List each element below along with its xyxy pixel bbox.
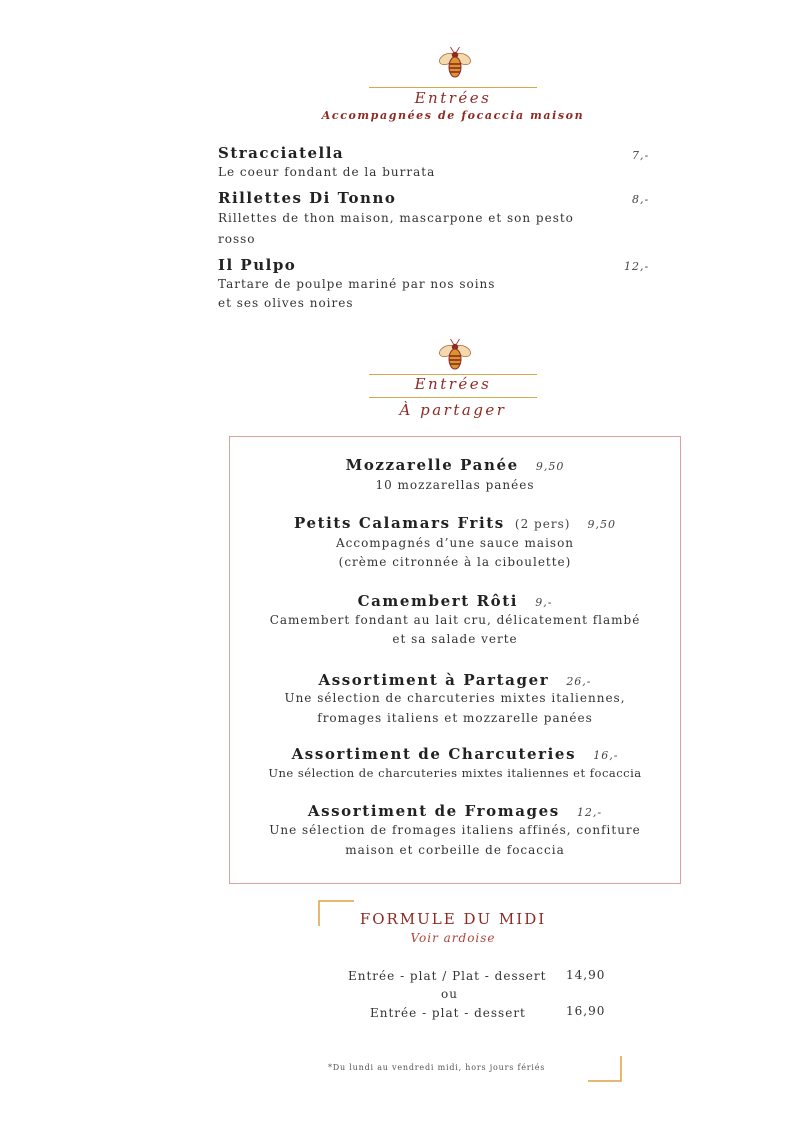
item-desc: (crème citronnée à la ciboulette): [338, 555, 572, 569]
section2-title: Entrées: [414, 375, 492, 393]
item-desc: Rillettes de thon maison, mascarpone et son pesto: [218, 211, 574, 225]
corner-bracket-bottom-right: [588, 1056, 622, 1082]
section2-subtitle: À partager: [399, 401, 507, 419]
item-price: 12,-: [624, 260, 650, 273]
formule-or: ou: [441, 987, 458, 1001]
item-desc: 10 mozzarellas panées: [375, 478, 535, 492]
item-price: 12,-: [576, 806, 603, 819]
footnote: *Du lundi au vendredi midi, hors jours fériés: [328, 1063, 546, 1072]
item-price: 7,-: [632, 149, 650, 162]
formule-line1-price: 14,90: [566, 968, 606, 982]
formule-line2-label: Entrée - plat - dessert: [370, 1006, 526, 1020]
item-desc: et sa salade verte: [392, 632, 518, 646]
item-desc: Tartare de poulpe mariné par nos soins: [218, 277, 496, 291]
item-price: 8,-: [632, 193, 650, 206]
item-price: 9,50: [587, 518, 617, 531]
item-name: Assortiment de Fromages: [307, 802, 560, 820]
item-price: 9,50: [535, 460, 565, 473]
item-desc: Camembert fondant au lait cru, délicatement flambé: [269, 613, 641, 627]
item-name: Mozzarelle Panée: [345, 456, 519, 474]
item-desc: rosso: [218, 232, 256, 246]
sharing-box: [229, 436, 681, 884]
box-item: [230, 455, 680, 474]
item-desc: Le coeur fondant de la burrata: [218, 165, 436, 179]
item-name: Camembert Rôti: [357, 592, 519, 610]
box-item: [230, 591, 680, 610]
item-name: Il Pulpo: [218, 256, 297, 274]
item-price: 16,-: [593, 749, 619, 762]
item-name: Assortiment de Charcuteries: [291, 745, 577, 763]
item-name: Rillettes Di Tonno: [218, 189, 397, 207]
bee-icon: [438, 46, 472, 84]
formule-subtitle: Voir ardoise: [410, 931, 496, 945]
item-name: Petits Calamars Frits: [293, 514, 505, 532]
item-name: Stracciatella: [218, 144, 345, 162]
box-item: [230, 801, 680, 820]
box-item: [230, 744, 680, 763]
item-desc: Une sélection de fromages italiens affinés, confiture: [269, 823, 641, 837]
box-item: [230, 670, 680, 689]
formule-title: FORMULE DU MIDI: [359, 910, 547, 928]
item-note: (2 pers): [514, 517, 571, 531]
box-item: [230, 513, 680, 532]
item-desc: maison et corbeille de focaccia: [345, 843, 565, 857]
item-desc: et ses olives noires: [218, 296, 354, 310]
section1-subtitle: Accompagnées de focaccia maison: [321, 109, 585, 122]
formule-line2-price: 16,90: [566, 1004, 606, 1018]
gold-divider: [369, 87, 537, 88]
bee-icon: [438, 338, 472, 376]
item-desc: Accompagnés d’une sauce maison: [335, 536, 575, 550]
item-desc: fromages italiens et mozzarelle panées: [317, 711, 593, 725]
item-price: 26,-: [566, 675, 592, 688]
formule-line1-label: Entrée - plat / Plat - dessert: [348, 969, 547, 983]
item-desc: Une sélection de charcuteries mixtes italiennes,: [284, 691, 626, 705]
section1-title: Entrées: [414, 89, 492, 107]
gold-divider: [369, 397, 537, 398]
item-name: Assortiment à Partager: [318, 671, 550, 689]
item-desc: Une sélection de charcuteries mixtes italiennes et focaccia: [268, 766, 642, 780]
item-price: 9,-: [535, 596, 553, 609]
